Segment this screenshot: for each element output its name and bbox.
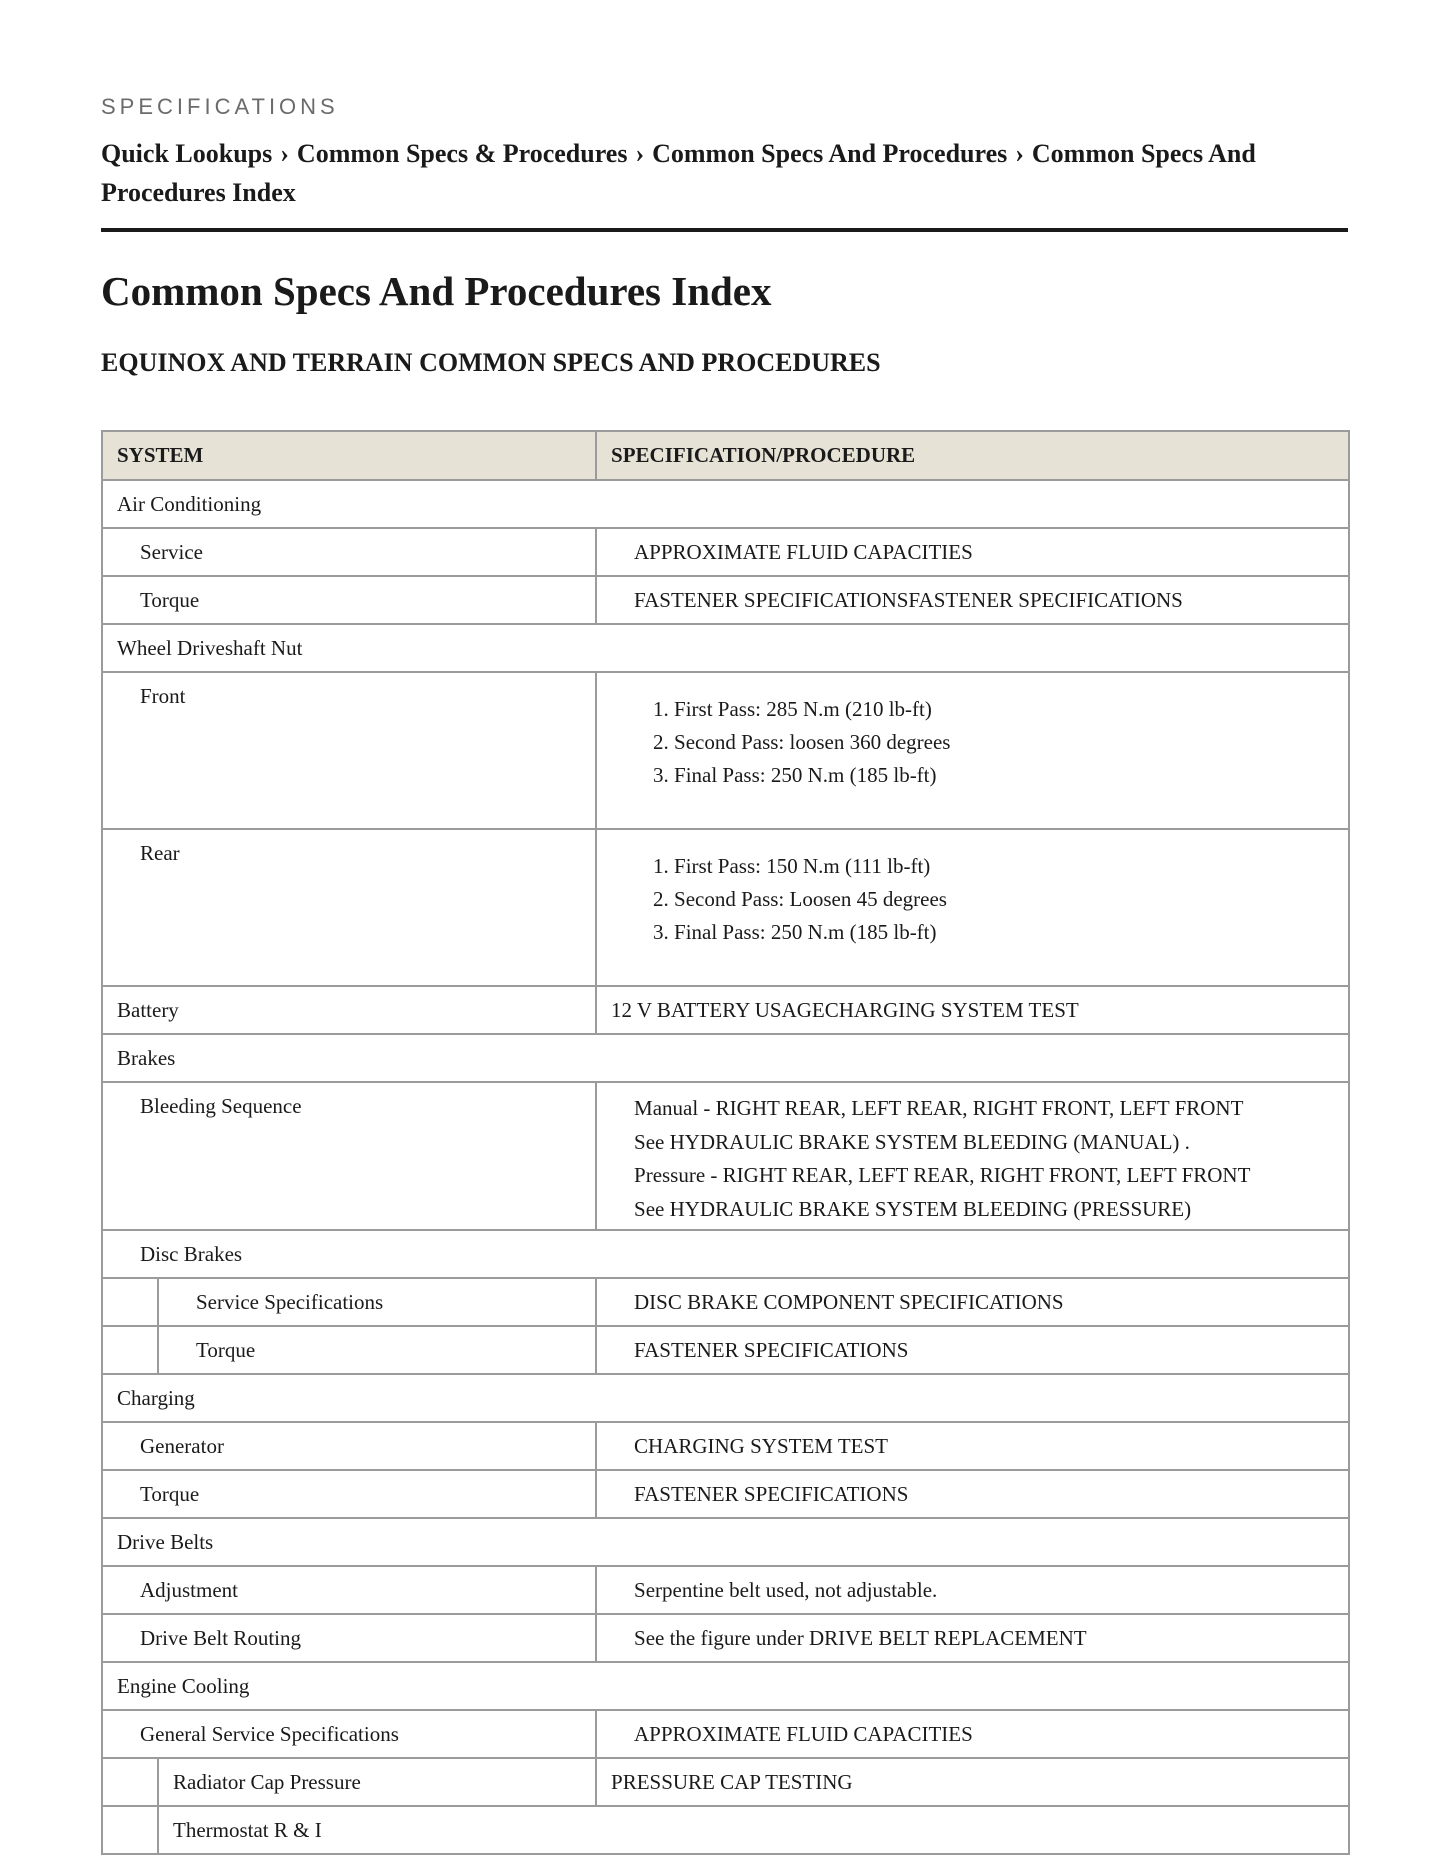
- page-title: Common Specs And Procedures Index: [101, 268, 772, 314]
- system-label: Rear: [140, 841, 180, 865]
- spec-link[interactable]: FASTENER SPECIFICATIONS: [634, 1338, 909, 1362]
- table-row: [102, 1470, 1349, 1518]
- list-item: 3. Final Pass: 250 N.m (185 lb-ft): [674, 916, 1348, 949]
- spec-link[interactable]: APPROXIMATE FLUID CAPACITIES: [634, 1722, 973, 1746]
- table-row: [102, 1230, 1349, 1278]
- group-label: Drive Belts: [117, 1530, 214, 1554]
- table-row: [102, 576, 1349, 624]
- indent-cell: [102, 1326, 158, 1374]
- system-label: Torque: [140, 588, 200, 612]
- system-label: Drive Belt Routing: [140, 1626, 301, 1650]
- table-row: [102, 480, 1349, 528]
- breadcrumb-separator: ›: [280, 139, 289, 168]
- table-row: [102, 1758, 1349, 1806]
- table-row: [102, 829, 1349, 986]
- table-header-row: [102, 431, 1349, 480]
- breadcrumb-item-common-specs-procedures[interactable]: Common Specs & Procedures: [296, 139, 628, 168]
- header-divider: [101, 228, 1348, 232]
- spec-link[interactable]: PRESSURE CAP TESTING: [611, 1770, 853, 1794]
- table-row: [102, 1034, 1349, 1082]
- breadcrumb-item-common-specs-and-procedures[interactable]: Common Specs And Procedures: [652, 139, 1008, 168]
- table-row: [102, 528, 1349, 576]
- column-header-spec: SPECIFICATION/PROCEDURE: [596, 431, 1349, 480]
- table-row: [102, 1422, 1349, 1470]
- table-row: [102, 672, 1349, 829]
- system-label: Torque: [140, 1482, 200, 1506]
- bleeding-line: Manual - RIGHT REAR, LEFT REAR, RIGHT FRONT, LEFT FRONT: [634, 1096, 1244, 1120]
- breadcrumb-item-quick-lookups[interactable]: Quick Lookups: [101, 139, 273, 168]
- section-label: SPECIFICATIONS: [101, 94, 339, 119]
- table-row: [102, 1614, 1349, 1662]
- list-item: 2. Second Pass: loosen 360 degrees: [674, 726, 1348, 759]
- torque-steps-list: [597, 850, 1348, 949]
- table-row: [102, 1710, 1349, 1758]
- system-label: Front: [140, 684, 186, 708]
- column-header-system: SYSTEM: [102, 431, 596, 480]
- spec-link[interactable]: CHARGING SYSTEM TEST: [634, 1434, 888, 1458]
- bleeding-sequence-text: [597, 1083, 1348, 1226]
- torque-steps-list: [597, 693, 1348, 792]
- bleeding-link[interactable]: See HYDRAULIC BRAKE SYSTEM BLEEDING (MANUAL) .: [634, 1129, 1190, 1154]
- breadcrumb: [101, 134, 1348, 212]
- group-label: Air Conditioning: [117, 492, 262, 516]
- spec-link[interactable]: FASTENER SPECIFICATIONS: [634, 1482, 909, 1506]
- spec-link[interactable]: 12 V BATTERY USAGECHARGING SYSTEM TEST: [611, 998, 1079, 1022]
- system-label: General Service Specifications: [140, 1722, 399, 1746]
- table-row: [102, 1326, 1349, 1374]
- indent-cell: [102, 1278, 158, 1326]
- spec-link[interactable]: APPROXIMATE FLUID CAPACITIES: [634, 540, 973, 564]
- list-item: 1. First Pass: 285 N.m (210 lb-ft): [674, 693, 1348, 726]
- table-row: [102, 1374, 1349, 1422]
- list-item: 2. Second Pass: Loosen 45 degrees: [674, 883, 1348, 916]
- table-row: [102, 1566, 1349, 1614]
- spec-link[interactable]: FASTENER SPECIFICATIONSFASTENER SPECIFICATIONS: [634, 588, 1183, 612]
- table-row: [102, 986, 1349, 1034]
- list-item: 3. Final Pass: 250 N.m (185 lb-ft): [674, 759, 1348, 792]
- list-item: 1. First Pass: 150 N.m (111 lb-ft): [674, 850, 1348, 883]
- group-cell: [102, 480, 1349, 528]
- bleeding-line: Pressure - RIGHT REAR, LEFT REAR, RIGHT FRONT, LEFT FRONT: [634, 1163, 1251, 1187]
- specs-table: [101, 430, 1350, 1855]
- group-label: Brakes: [117, 1046, 176, 1070]
- system-label: Adjustment: [140, 1578, 238, 1602]
- indent-cell: [102, 1758, 158, 1806]
- system-label: Service Specifications: [196, 1290, 384, 1314]
- system-label: Torque: [196, 1338, 256, 1362]
- table-row: [102, 1278, 1349, 1326]
- subgroup-label: Disc Brakes: [140, 1242, 243, 1266]
- breadcrumb-separator: ›: [1015, 139, 1024, 168]
- group-label: Wheel Driveshaft Nut: [117, 636, 303, 660]
- table-row: [102, 624, 1349, 672]
- group-label: Battery: [117, 998, 179, 1022]
- breadcrumb-item-index[interactable]: Common Specs And Procedures Index: [101, 139, 1256, 207]
- bleeding-link[interactable]: See HYDRAULIC BRAKE SYSTEM BLEEDING (PRESSURE): [634, 1196, 1192, 1221]
- table-row: [102, 1082, 1349, 1230]
- table-row: [102, 1662, 1349, 1710]
- breadcrumb-separator: ›: [635, 139, 645, 168]
- system-label: Thermostat R & I: [173, 1818, 322, 1842]
- system-label: Generator: [140, 1434, 224, 1458]
- spec-text: Serpentine belt used, not adjustable.: [634, 1578, 938, 1602]
- indent-cell: [102, 1806, 158, 1854]
- spec-link[interactable]: DISC BRAKE COMPONENT SPECIFICATIONS: [634, 1290, 1064, 1314]
- group-label: Charging: [117, 1386, 195, 1410]
- table-row: [102, 1518, 1349, 1566]
- spec-link[interactable]: See the figure under DRIVE BELT REPLACEMENT: [634, 1626, 1087, 1650]
- page-subtitle: EQUINOX AND TERRAIN COMMON SPECS AND PROCEDURES: [101, 348, 881, 377]
- table-row: [102, 1806, 1349, 1854]
- group-label: Engine Cooling: [117, 1674, 250, 1698]
- system-label: Radiator Cap Pressure: [173, 1770, 361, 1794]
- system-label: Service: [140, 540, 203, 564]
- system-label: Bleeding Sequence: [140, 1094, 302, 1118]
